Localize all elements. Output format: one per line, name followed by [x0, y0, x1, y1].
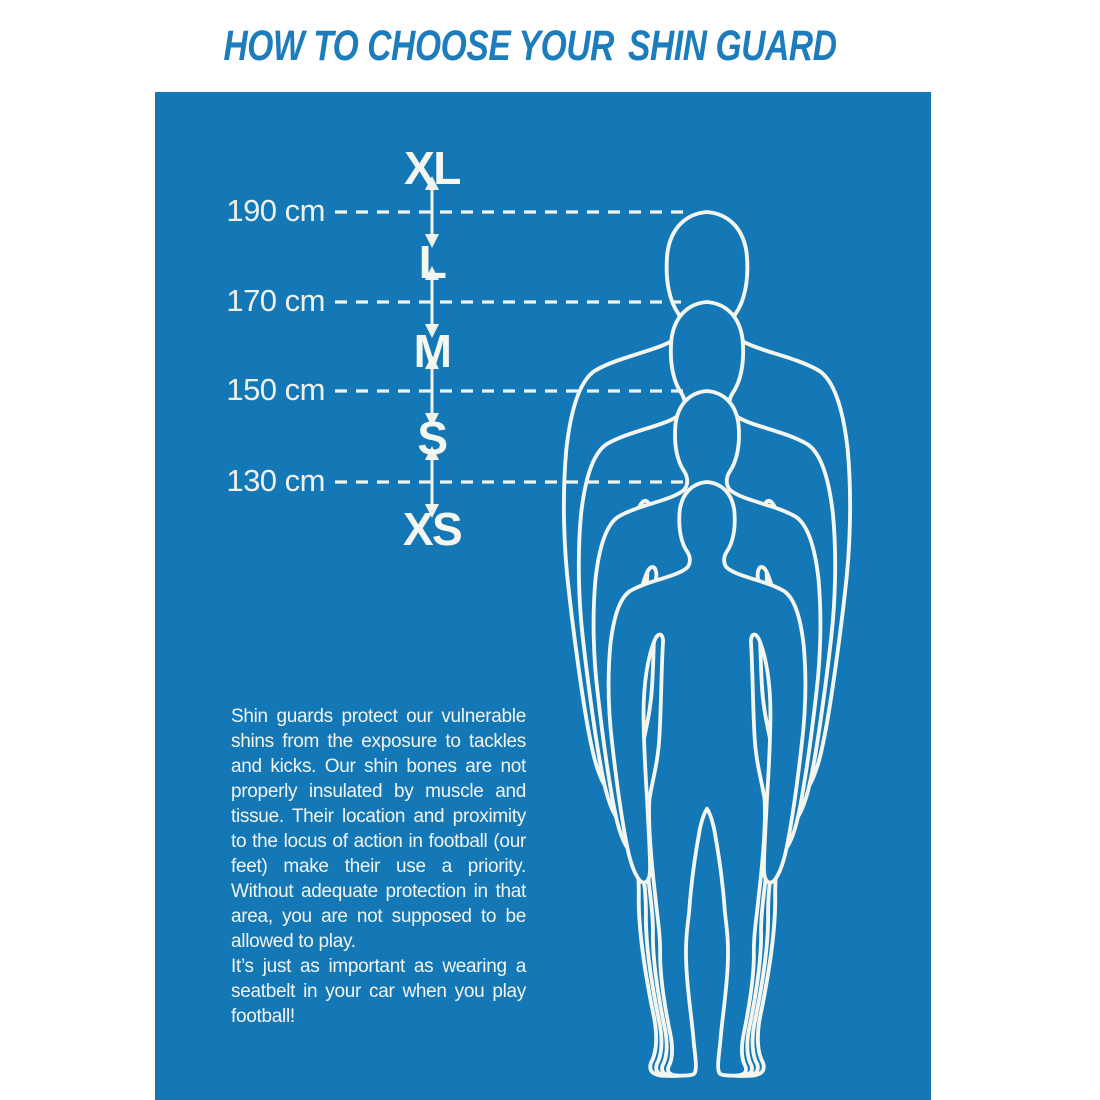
body-paragraph [231, 704, 526, 1029]
height-label-130: 130 cm [226, 463, 325, 498]
size-label-m: M [413, 325, 451, 377]
body-line: to the locus of action in football (our [231, 831, 526, 852]
body-line: allowed to play. [231, 931, 356, 952]
size-label-l: L [418, 236, 446, 288]
body-line: shins from the exposure to tackles [231, 731, 526, 752]
body-line: Without adequate protection in that [231, 881, 526, 902]
body-line: football! [231, 1006, 295, 1027]
size-label-xs: XS [402, 503, 462, 555]
body-line: and kicks. Our shin bones are not [231, 756, 526, 777]
body-line: Shin guards protect our vulnerable [231, 706, 526, 727]
body-line: feet) make their use a priority. [231, 856, 526, 877]
size-guide-panel [155, 92, 931, 1100]
height-label-190: 190 cm [226, 193, 325, 228]
title-prefix: HOW TO CHOOSE YOUR [223, 21, 614, 70]
body-line: properly insulated by muscle and [231, 781, 526, 802]
body-line: seatbelt in your car when you play [231, 981, 526, 1002]
size-label-s: S [417, 412, 447, 464]
body-line: area, you are not supposed to be [231, 906, 526, 927]
height-label-170: 170 cm [226, 283, 325, 318]
height-label-150: 150 cm [226, 372, 325, 407]
body-line: It’s just as important as wearing a [231, 956, 526, 977]
body-line: tissue. Their location and proximity [231, 806, 526, 827]
page-title [0, 20, 1060, 72]
size-label-xl: XL [404, 142, 460, 194]
title-product: SHIN GUARD [628, 21, 837, 70]
